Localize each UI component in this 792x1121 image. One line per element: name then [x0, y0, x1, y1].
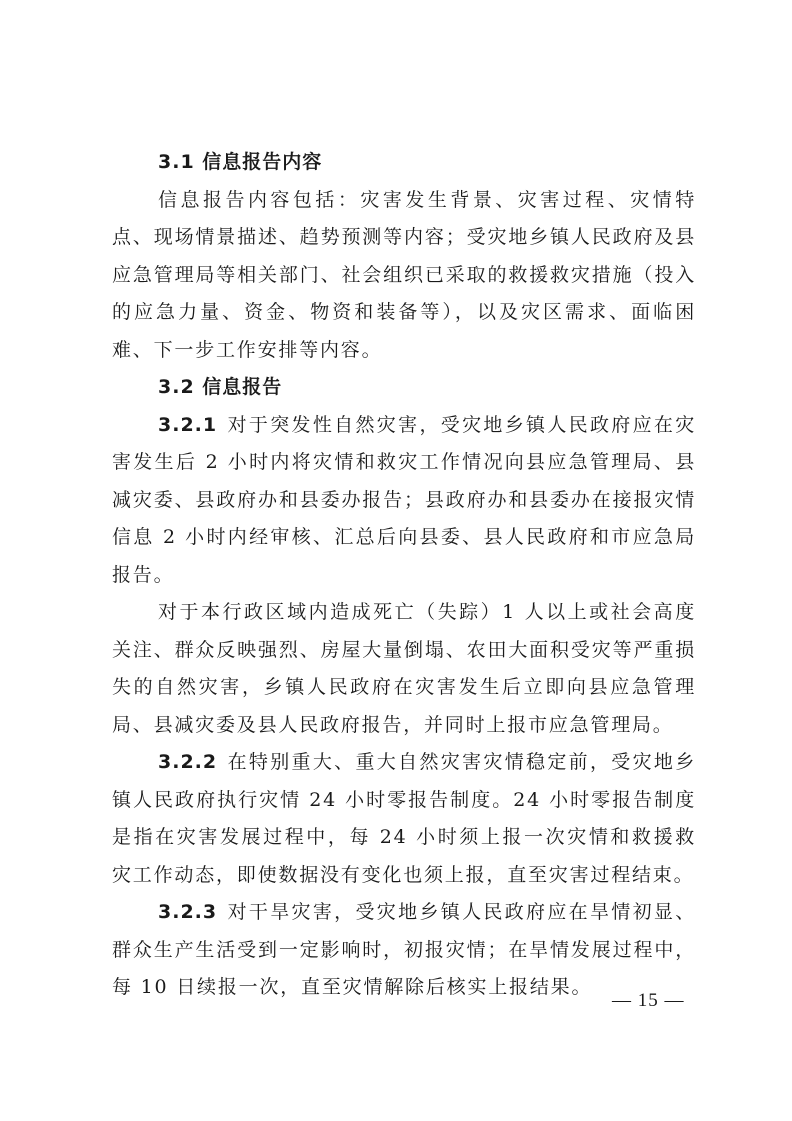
- section-3-2-heading: 3.2 信息报告: [158, 376, 283, 398]
- section-3-2-2-paragraph: [112, 744, 696, 894]
- section-3-2-1-text: 对于突发性自然灾害，受灾地乡镇人民政府应在灾害发生后 2 小时内将灾情和救灾工作情况向县应急管理局、县减灾委、县政府办和县委办报告；县政府办和县委办在接报灾情信息 2 小时内经审核、汇总后向县委、县人民政府和市应急局报告。: [112, 413, 696, 586]
- section-3-2-2-number: 3.2.2: [158, 751, 218, 773]
- section-3-2-1-paragraph-2: 对于本行政区域内造成死亡（失踪）1 人以上或社会高度关注、群众反映强烈、房屋大量倒塌、农田大面积受灾等严重损失的自然灾害，乡镇人民政府在灾害发生后立即向县应急管理局、县减灾委及县人民政府报告，并同时上报市应急管理局。: [112, 601, 696, 736]
- document-body: [112, 144, 696, 1007]
- section-3-2-3-text: 对干旱灾害，受灾地乡镇人民政府应在旱情初显、群众生产生活受到一定影响时，初报灾情；在旱情发展过程中，每 10 日续报一次，直至灾情解除后核实上报结果。: [112, 901, 696, 998]
- section-3-2-3-number: 3.2.3: [158, 901, 218, 923]
- section-3-2-2-text: 在特别重大、重大自然灾害灾情稳定前，受灾地乡镇人民政府执行灾情 24 小时零报告制度。24 小时零报告制度是指在灾害发展过程中，每 24 小时须上报一次灾情和救援救灾工作动态，即使数据没有变化也须上报，直至灾害过程结束。: [112, 751, 696, 886]
- section-3-1-paragraph: 信息报告内容包括：灾害发生背景、灾害过程、灾情特点、现场情景描述、趋势预测等内容；受灾地乡镇人民政府及县应急管理局等相关部门、社会组织已采取的救援救灾措施（投入的应急力量、资金、物资和装备等），以及灾区需求、面临困难、下一步工作安排等内容。: [112, 188, 696, 361]
- section-3-2-1-number: 3.2.1: [158, 413, 218, 436]
- section-3-2-1-paragraph: [112, 407, 696, 595]
- section-3-2-3-paragraph: [112, 894, 696, 1007]
- section-3-1-heading: 3.1 信息报告内容: [158, 151, 323, 173]
- page-number: — 15 —: [612, 990, 685, 1011]
